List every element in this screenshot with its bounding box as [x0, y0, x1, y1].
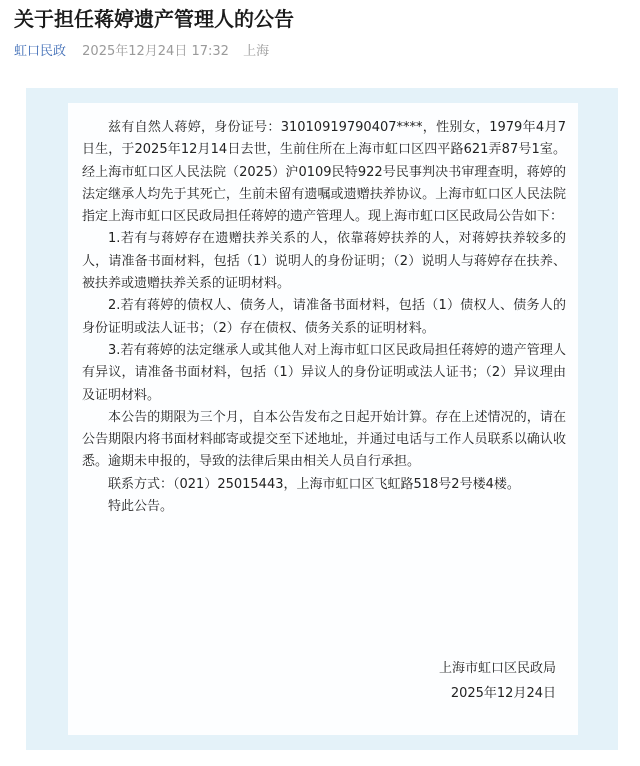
notice-paper — [68, 103, 578, 735]
article-title: 关于担任蒋婷遗产管理人的公告 — [14, 7, 294, 31]
notice-image — [26, 88, 618, 750]
notice-paragraph-item-2: 2.若有蒋婷的债权人、债务人，请准备书面材料，包括（1）债权人、债务人的身份证明或法人证书；（2）存在债权、债务关系的证明材料。 — [82, 298, 566, 336]
notice-paragraph-closing: 特此公告。 — [108, 499, 174, 515]
signature-date: 2025年12月24日 — [450, 686, 556, 701]
author-link[interactable]: 虹口民政 — [14, 44, 67, 59]
publish-date: 2025年12月24日 17:32 — [82, 44, 229, 59]
notice-paragraph-item-3: 3.若有蒋婷的法定继承人或其他人对上海市虹口区民政局担任蒋婷的遗产管理人有异议，请准备书面材料，包括（1）异议人的身份证明或法人证书；（2）异议理由及证明材料。 — [82, 342, 566, 403]
notice-signature — [356, 656, 556, 706]
notice-paragraph-item-1: 1.若有与蒋婷存在遗赠扶养关系的人，依靠蒋婷扶养的人，对蒋婷扶养较多的人，请准备书面材料，包括（1）说明人的身份证明；（2）说明人与蒋婷存在扶养、被扶养或遗赠扶养关系的证明材料。 — [82, 231, 566, 292]
notice-paragraph-contact: 联系方式：（021）25015443，上海市虹口区飞虹路518号2号楼4楼。 — [108, 476, 520, 492]
signature-organization: 上海市虹口区民政局 — [438, 661, 556, 676]
publish-location: 上海 — [243, 44, 270, 59]
article-meta — [14, 42, 269, 62]
notice-paragraph-term: 本公告的期限为三个月，自本公告发布之日起开始计算。存在上述情况的，请在公告期限内将书面材料邮寄或提交至下述地址，并通过电话与工作人员联系以确认收悉。逾期未申报的，导致的法律后果由相关人员自行承担。 — [82, 409, 566, 470]
notice-body — [82, 117, 566, 518]
notice-paragraph-intro: 兹有自然人蒋婷，身份证号：31010919790407****，性别女，1979年4月7日生，于2025年12月14日去世，生前住所在上海市虹口区四平路621弄87号1室。经上海市虹口区人民法院（2025）沪0109民特922号民事判决书审理查明，蒋婷的法定继承人均先于其死亡，生前未留有遗嘱或遗赠扶养协议。上海市虹口区人民法院指定上海市虹口区民政局担任蒋婷的遗产管理人。现上海市虹口区民政局公告如下： — [82, 120, 566, 225]
